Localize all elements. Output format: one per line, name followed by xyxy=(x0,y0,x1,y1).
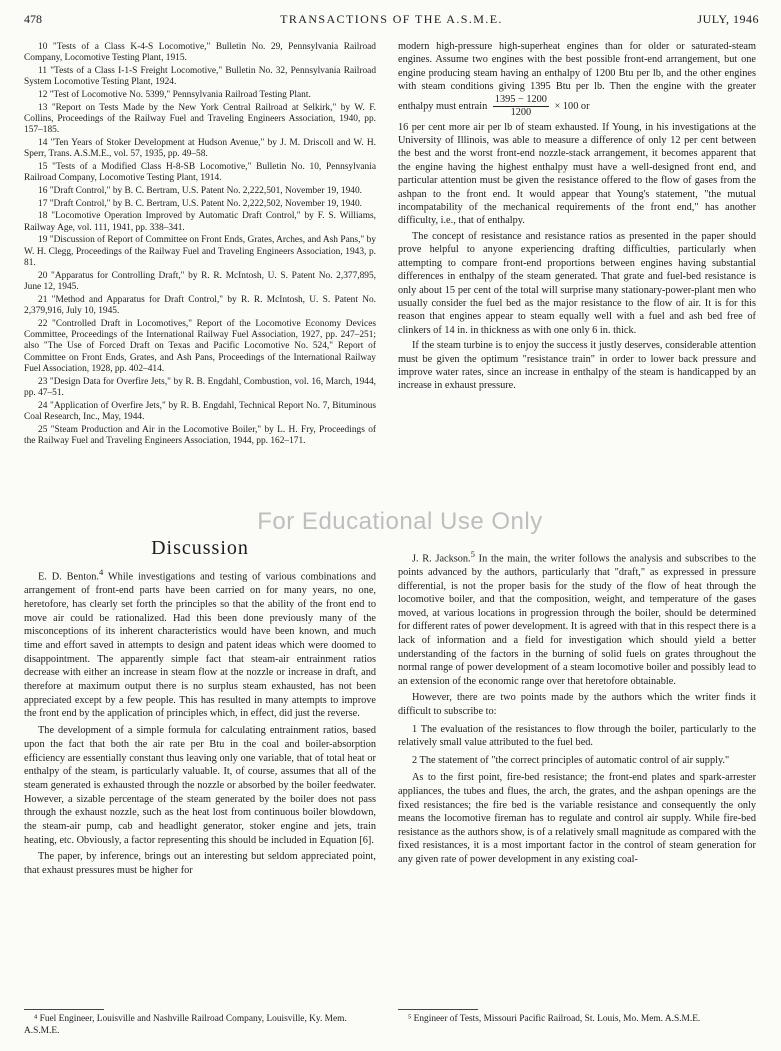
right-column-continuation xyxy=(398,40,756,395)
reference-item xyxy=(24,425,376,448)
paragraph xyxy=(398,40,756,119)
reference-text: "Controlled Draft in Locomotives," Report of the Locomotive Economy Devices Committee, Proceedings of the International Railway Fuel Association, 1927, pp. 247–251; also "The Use of Forced Draft on Texas and Pacific Locomotive No. 524," Report of Committee on Front Ends, Grates, and Ash Pans, Proceedings of the International Railway Fuel Association, 1928, pp. 402–414. xyxy=(24,318,377,375)
reference-text: "Report on Tests Made by the New York Central Railroad at Selkirk," by W. F. Collins, Proceedings of the Railway Fuel and Traveling Engineers Association, 1940, pp. 157–185. xyxy=(24,102,377,136)
footnote-marker: 5 xyxy=(470,549,475,559)
jackson-discussion xyxy=(398,548,756,869)
reference-number: 23 xyxy=(38,376,48,387)
footnote-rule xyxy=(398,1009,478,1010)
footnote-5: ⁵ Engineer of Tests, Missouri Pacific Railroad, St. Louis, Mo. Mem. A.S.M.E. xyxy=(408,1014,701,1024)
reference-item xyxy=(24,186,376,197)
paragraph: The concept of resistance and resistance ratios as presented in the paper should prove helpful to anyone experiencing drafting difficulties, particularly when attempting to compare front-end proportions between engines having substantial differences in enthalpy of the steam generated. That grate and fuel-bed resistance is only about 15 per cent of the total will surprise many stationary-power-plant men who usually consider the fuel bed as the major resistance to the flow of air. It is for this reason that engines appear to steam equally well with a fuel and ash bed free of clinkers of 14 in. in thickness as with one only 6 in. thick. xyxy=(398,230,756,336)
reference-text: "Discussion of Report of Committee on Front Ends, Grates, Arches, and Ash Pans," by W. H. Clegg, Proceedings of the Railway Fuel and Traveling Engineers Association, 1943, p. 81. xyxy=(24,235,377,268)
journal-title: TRANSACTIONS OF THE A.S.M.E. xyxy=(280,12,503,26)
footnote-marker: 4 xyxy=(98,567,104,577)
reference-number: 19 xyxy=(38,235,48,246)
reference-number: 22 xyxy=(38,318,48,329)
author-name: J. R. Jackson. xyxy=(412,553,471,565)
paragraph-text: While investigations and testing of various combinations and arrangement of front-end parts have been carried on for many years, no one, heretofore, has clearly set forth the principles so that the ability of the front end to move air could be rationalized. Had this been done previously many of the misconceptions of its inherent characteristics would have been known, and much time and effort saved in attempts to design and patent ideas which were doomed to disappointment. The apparently simple fact that steam-air entrainment ratios decrease with either an increase in steam flow at the nozzle or increase in draft, and therefore at maximum output there is no surplus steam exhausted, has not been appreciated except by a few people. This has resulted in many attempts to improve the front end by the application of principles which, in effect, did just the reverse. xyxy=(24,571,377,720)
paragraph: If the steam turbine is to enjoy the success it justly deserves, considerable attention must be given the optimum "resistance train" in order to lower back pressure and improve water rates, since an increase in enthalpy of the steam is handicapped by an increase in exhaust pressure. xyxy=(398,340,756,392)
reference-item xyxy=(24,66,376,89)
fraction-numerator: 1395 − 1200 xyxy=(494,93,547,105)
reference-number: 24 xyxy=(38,400,48,411)
paragraph-text: modern high-pressure high-superheat engines than for older or saturated-steam engines. Assume two engines with the best possible front-end arrangement, but one engine producing steam having an enthalpy of 1200 Btu per lb, and the other engines with steam conditions giving 1395 Btu per lb. Then the engine with the greater enthalpy must entrain xyxy=(398,41,756,112)
reference-item xyxy=(24,199,376,210)
fraction-denominator: 1200 xyxy=(510,106,532,118)
reference-item xyxy=(24,42,376,65)
reference-text: "Tests of a Class I-1-S Freight Locomotive," Bulletin No. 32, Pennsylvania Railroad System Locomotive Testing Plant, 1924. xyxy=(24,66,377,88)
reference-item xyxy=(24,90,376,101)
footnote-rule xyxy=(24,1009,104,1010)
paragraph: The paper, by inference, brings out an interesting but seldom appreciated point, that exhaust pressures must be higher for xyxy=(24,851,376,877)
reference-number: 25 xyxy=(38,424,48,435)
author-name: E. D. Benton. xyxy=(38,571,99,583)
reference-text: "Design Data for Overfire Jets," by R. B. Engdahl, Combustion, vol. 16, March, 1944, pp. 47–51. xyxy=(24,376,376,399)
paragraph: 16 per cent more air per lb of steam exhausted. If Young, in his investigations at the University of Illinois, was able to measure a difference of only 12 per cent between the best and the worst front-end nozzle-stack arrangement, it becomes apparent that the engine having the highest enthalpy must have a well-designed front end, and particular attention must be given the resistance offered to the flow of gases from the ashpan to the front end. It would appear that Young's statement, "the mutual incompatability of the mechanical requirements of the front end," has another difficulty, i.e., that of enthalpy. xyxy=(398,121,756,227)
reference-number: 15 xyxy=(38,162,48,172)
paragraph-text: × 100 or xyxy=(554,100,590,112)
running-header xyxy=(24,12,759,30)
reference-text: "Application of Overfire Jets," by R. B. Engdahl, Technical Report No. 7, Bituminous Coal Research, Inc., May, 1944. xyxy=(24,400,377,423)
reference-item xyxy=(24,295,376,318)
reference-list xyxy=(24,42,376,449)
paragraph: As to the first point, fire-bed resistance; the front-end plates and spark-arrester appliances, the tubes and flues, the arch, the grates, and the ashpan openings are the fixed resistances; the fire bed is the variable resistance and consequently the only means the locomotive fireman has to regulate and control air supply. While fire-bed resistance as the authors show, is of a relatively small magnitude as compared with the fixed resistances, it is a most important factor in the control of steam generation for any given rate of power development in any existing coal- xyxy=(398,772,756,865)
reference-number: 16 xyxy=(38,186,48,196)
reference-number: 14 xyxy=(38,138,48,148)
reference-text: "Draft Control," by B. C. Bertram, U.S. Patent No. 2,222,501, November 19, 1940. xyxy=(49,186,363,196)
paragraph: The development of a simple formula for calculating entrainment ratios, based upon the fact that both the air rate per Btu in the coal and boiler-absorption efficiency are essentially constant thus leaving only one variable, that of total heat or enthalpy of the steam, is particularly valuable. It, of course, assumes that all of the steam generated is exhausted through the nozzle or absorbed by the boiler feedwater. However, a sizable percentage of the steam generated by the boiler does not pass through the exhaust nozzle, such as the heat lost from continuous boiler blowdown, the steam-air pump, cab and headlight generator, stoker engine and jets, train heating, etc. Obviously, a factor representing this should be included in Equation [6]. xyxy=(24,725,376,846)
benton-discussion xyxy=(24,566,376,881)
section-heading: Discussion xyxy=(151,537,249,559)
reference-text: "Method and Apparatus for Draft Control," by R. R. McIntosh, U. S. Patent No. 2,379,916, July 10, 1945. xyxy=(24,294,377,316)
reference-item xyxy=(24,103,376,137)
issue-date: JULY, 1946 xyxy=(697,12,759,26)
paragraph xyxy=(24,566,376,721)
paragraph-text: In the main, the writer follows the analysis and subscribes to the points advanced by the authors, particularly that "draft," as expressed in pressure differential, is not the proper basis for the study of the flow of heat through the locomotive boiler, and that the composition, weight, and temperature of the gases moved, at various locations in progression through the boiler, should be determined for different rates of power development. It is agreed with that in this respect there is a lack of information and a field for investigation which should yield a better understanding of the factors in the burning of solid fuels on grates throughout the normal range of power development of a steam locomotive boiler and possibly lead to an extension of the economic range over that heretofore obtainable. xyxy=(398,553,756,687)
reference-item xyxy=(24,235,376,269)
reference-item xyxy=(24,162,376,185)
reference-text: "Apparatus for Controlling Draft," by R. R. McIntosh, U. S. Patent No. 2,377,895, June 12, 1945. xyxy=(24,270,377,292)
footnote-4: ⁴ Fuel Engineer, Louisville and Nashville Railroad Company, Louisville, Ky. Mem. A.S.M.E. xyxy=(24,1014,347,1036)
reference-number: 18 xyxy=(38,211,48,222)
reference-item xyxy=(24,138,376,161)
reference-text: "Draft Control," by B. C. Bertram, U.S. Patent No. 2,222,502, November 19, 1940. xyxy=(49,198,363,209)
reference-number: 21 xyxy=(38,294,48,305)
reference-item xyxy=(24,401,376,424)
watermark: For Educational Use Only xyxy=(257,508,543,535)
list-item: 1 The evaluation of the resistances to flow through the boiler, particularly to the relatively small value attributed to the fuel bed. xyxy=(398,723,756,749)
reference-item xyxy=(24,211,376,234)
reference-number: 13 xyxy=(38,102,48,113)
reference-number: 20 xyxy=(38,270,48,281)
reference-number: 17 xyxy=(38,198,48,209)
reference-number: 10 xyxy=(38,42,48,52)
list-item: 2 The statement of "the correct principles of automatic control of air supply." xyxy=(412,754,730,766)
reference-number: 11 xyxy=(38,66,48,76)
reference-item xyxy=(24,377,376,400)
reference-text: "Locomotive Operation Improved by Automatic Draft Control," by F. S. Williams, Railway Age, vol. 111, 1941, pp. 338–341. xyxy=(24,211,376,233)
page-number: 478 xyxy=(24,12,42,26)
paragraph xyxy=(398,548,756,688)
reference-item xyxy=(24,271,376,294)
reference-text: "Test of Locomotive No. 5399," Pennsylvania Railroad Testing Plant. xyxy=(49,90,311,100)
reference-text: "Steam Production and Air in the Locomotive Boiler," by L. H. Fry, Proceedings of the Railway Fuel and Traveling Engineers Association, 1944, pp. 162–171. xyxy=(24,424,377,447)
reference-number: 12 xyxy=(38,90,48,100)
reference-item xyxy=(24,319,376,376)
reference-text: "Tests of a Class K-4-S Locomotive," Bulletin No. 29, Pennsylvania Railroad Company, Locomotive Testing Plant, 1915. xyxy=(24,42,376,64)
fraction xyxy=(493,94,549,119)
reference-text: "Ten Years of Stoker Development at Hudson Avenue," by J. M. Driscoll and W. H. Sperr, Trans. A.S.M.E., vol. 57, 1935, pp. 49–58. xyxy=(24,138,377,160)
reference-text: "Tests of a Modified Class H-8-SB Locomotive," Bulletin No. 10, Pennsylvania Railroad Company, Locomotive Testing Plant, 1914. xyxy=(24,162,377,184)
paragraph: However, there are two points made by the authors which the writer finds it difficult to subscribe to: xyxy=(398,692,756,717)
